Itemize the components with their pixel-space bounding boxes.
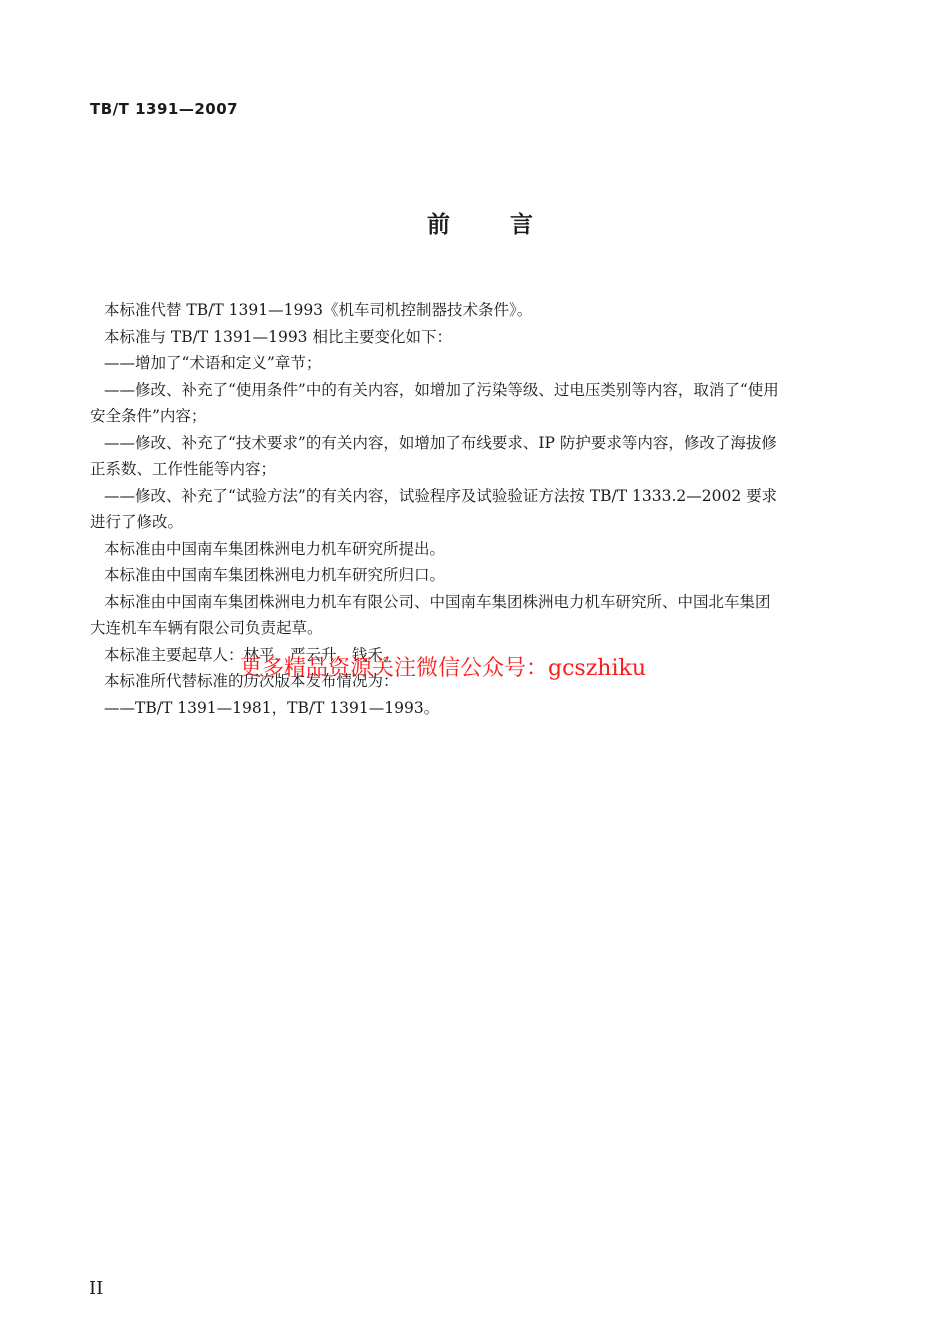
paragraph-line: ——修改、补充了“使用条件”中的有关内容，如增加了污染等级、过电压类别等内容，取消了“使用 [104, 380, 779, 399]
standard-code: TB/T 1391—2007 [90, 100, 239, 118]
paragraph-line: 本标准由中国南车集团株洲电力机车有限公司、中国南车集团株洲电力机车研究所、中国北车集团 [104, 592, 771, 611]
paragraph-line: 本标准主要起草人：林平、严云升、钱禾。 [104, 645, 399, 664]
paragraph-line: 本标准所代替标准的历次版本发布情况为： [104, 672, 399, 690]
paragraph-line: 本标准由中国南车集团株洲电力机车研究所提出。 [104, 539, 446, 558]
paragraph-line: 本标准代替 TB/T 1391—1993《机车司机控制器技术条件》。 [104, 301, 533, 319]
paragraph-line: 安全条件”内容； [90, 407, 207, 425]
paragraph-line: 本标准与 TB/T 1391—1993 相比主要变化如下： [104, 327, 452, 346]
watermark-text: 更多精品资源关注微信公众号：gcszhiku [240, 656, 646, 681]
paragraph-line: 本标准由中国南车集团株洲电力机车研究所归口。 [104, 566, 446, 584]
paragraph-line: ——TB/T 1391—1981，TB/T 1391—1993。 [104, 698, 440, 717]
page-title: 前言 [427, 212, 593, 238]
page-number: II [89, 1278, 104, 1299]
paragraph-line: ——增加了“术语和定义”章节； [104, 354, 322, 372]
paragraph-line: ——修改、补充了“技术要求”的有关内容，如增加了布线要求、IP 防护要求等内容，修改了海拔修 [104, 433, 777, 452]
paragraph-line: 正系数、工作性能等内容； [90, 460, 277, 478]
paragraph-line: 大连机车车辆有限公司负责起草。 [90, 619, 323, 637]
paragraph-line: 进行了修改。 [90, 513, 184, 531]
paragraph-line: ——修改、补充了“试验方法”的有关内容，试验程序及试验验证方法按 TB/T 1333.2—2002 要求 [104, 486, 778, 505]
